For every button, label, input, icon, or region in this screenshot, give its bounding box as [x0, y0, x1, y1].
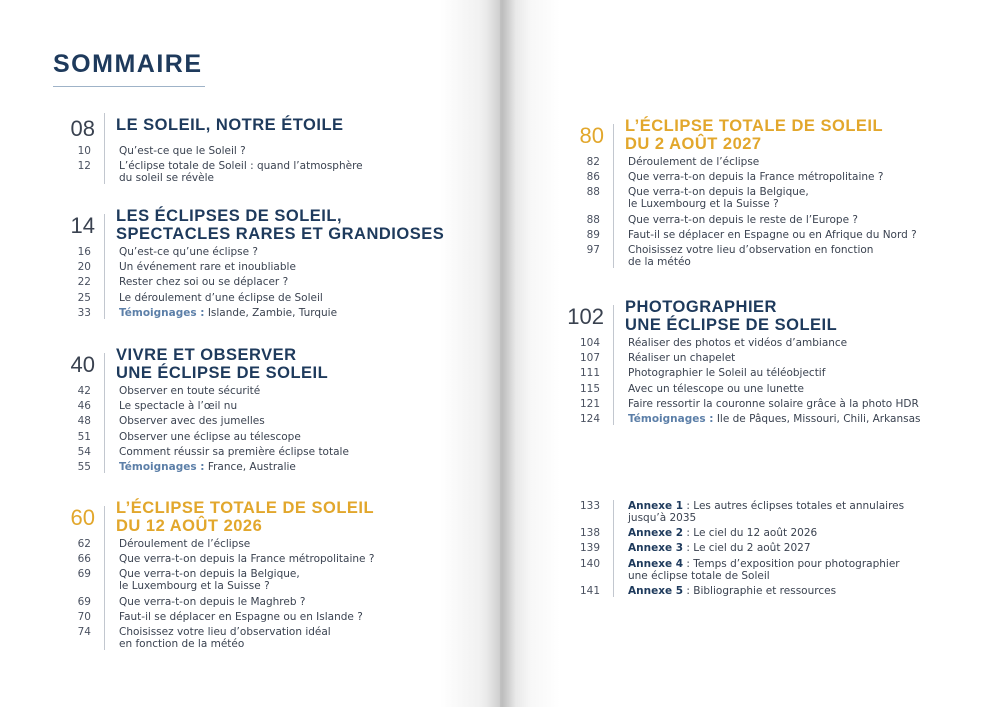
annexes-section: [562, 500, 928, 600]
toc-entry[interactable]: 10 Qu’est-ce que le Soleil ?: [77, 145, 246, 157]
toc-entry[interactable]: 12 L’éclipse totale de Soleil : quand l’atmosphère du soleil se révèle: [77, 160, 363, 185]
toc-entry[interactable]: 70 Faut-il se déplacer en Espagne ou en Islande ?: [77, 610, 363, 623]
section-divider: [104, 113, 105, 184]
toc-section: [562, 117, 928, 271]
annexe-entry[interactable]: 138 Annexe 2 : Le ciel du 12 août 2026: [579, 527, 818, 540]
toc-entry[interactable]: 51 Observer une éclipse au télescope: [77, 430, 301, 443]
toc-section: [53, 499, 419, 653]
toc-section: [53, 116, 419, 187]
toc-section: [562, 298, 928, 428]
toc-section: [53, 346, 419, 476]
toc-entry-testimony[interactable]: 33 Témoignages : Islande, Zambie, Turquie: [77, 306, 338, 319]
section-title: L’ÉCLIPSE TOTALE DE SOLEIL DU 12 AOÛT 2026: [116, 499, 375, 535]
toc-entry[interactable]: 46 Le spectacle à l’œil nu: [77, 400, 238, 413]
title-underline: [53, 86, 205, 87]
section-divider: [104, 214, 105, 319]
toc-entry[interactable]: 42 Observer en toute sécurité: [77, 385, 261, 397]
toc-entry[interactable]: 62 Déroulement de l’éclipse: [77, 538, 251, 550]
toc-section: [53, 207, 444, 322]
annexe-entry[interactable]: 139 Annexe 3 : Le ciel du 2 août 2027: [579, 542, 811, 555]
toc-entry[interactable]: 97 Choisissez votre lieu d’observation en fonction de la météo: [586, 243, 874, 268]
section-number: 102: [567, 304, 604, 329]
section-title: VIVRE ET OBSERVER UNE ÉCLIPSE DE SOLEIL: [116, 346, 329, 382]
annexe-entry[interactable]: 141 Annexe 5 : Bibliographie et ressources: [579, 584, 837, 597]
toc-entry-testimony[interactable]: 124 Témoignages : Ile de Pâques, Missouri, Chili, Arkansas: [579, 412, 921, 425]
page-title: SOMMAIRE: [53, 50, 203, 78]
toc-entry[interactable]: 20 Un événement rare et inoubliable: [77, 261, 296, 274]
toc-entry[interactable]: 66 Que verra-t-on depuis la France métropolitaine ?: [77, 553, 375, 566]
book-gutter: [486, 0, 516, 707]
section-number: 14: [70, 213, 95, 238]
annexe-entry[interactable]: 140 Annexe 4 : Temps d’exposition pour photographier une éclipse totale de Soleil: [579, 557, 900, 582]
toc-entry[interactable]: 22 Rester chez soi ou se déplacer ?: [77, 276, 289, 289]
section-divider: [613, 500, 614, 597]
section-title: L’ÉCLIPSE TOTALE DE SOLEIL DU 2 AOÛT 2027: [625, 117, 884, 153]
toc-entry[interactable]: 69 Que verra-t-on depuis la Belgique, le Luxembourg et la Suisse ?: [77, 568, 300, 593]
toc-entry[interactable]: 69 Que verra-t-on depuis le Maghreb ?: [77, 595, 306, 608]
toc-entry[interactable]: 107 Réaliser un chapelet: [579, 352, 736, 365]
section-title: LES ÉCLIPSES DE SOLEIL, SPECTACLES RARES ET GRANDIOSES: [116, 207, 445, 243]
toc-entry[interactable]: 48 Observer avec des jumelles: [77, 415, 265, 428]
section-divider: [104, 506, 105, 650]
section-title: PHOTOGRAPHIER UNE ÉCLIPSE DE SOLEIL: [625, 298, 838, 334]
toc-entry[interactable]: 54 Comment réussir sa première éclipse totale: [77, 445, 349, 458]
toc-entry[interactable]: 25 Le déroulement d’une éclipse de Soleil: [77, 291, 323, 304]
section-title: LE SOLEIL, NOTRE ÉTOILE: [116, 116, 344, 134]
toc-entry-testimony[interactable]: 55 Témoignages : France, Australie: [77, 460, 296, 473]
section-number: 08: [70, 116, 95, 141]
toc-entry[interactable]: 111 Photographier le Soleil au téléobjectif: [579, 367, 826, 380]
section-number: 80: [579, 123, 604, 148]
toc-entry[interactable]: 16 Qu’est-ce qu’une éclipse ?: [77, 246, 259, 258]
toc-entry[interactable]: 82 Déroulement de l’éclipse: [586, 156, 760, 168]
section-number: 60: [70, 505, 95, 530]
annexe-entry[interactable]: 133 Annexe 1 : Les autres éclipses totales et annulaires jusqu’à 2035: [579, 500, 905, 524]
toc-entry[interactable]: 104 Réaliser des photos et vidéos d’ambiance: [579, 337, 848, 349]
toc-entry[interactable]: 88 Que verra-t-on depuis le reste de l’Europe ?: [586, 213, 858, 226]
section-divider: [104, 353, 105, 473]
section-divider: [613, 124, 614, 268]
toc-entry[interactable]: 74 Choisissez votre lieu d’observation idéal en fonction de la météo: [77, 625, 331, 650]
toc-entry[interactable]: 121 Faire ressortir la couronne solaire grâce à la photo HDR: [579, 397, 919, 410]
section-divider: [613, 305, 614, 425]
toc-entry[interactable]: 88 Que verra-t-on depuis la Belgique, le Luxembourg et la Suisse ?: [586, 186, 809, 211]
toc-entry[interactable]: 115 Avec un télescope ou une lunette: [579, 382, 804, 395]
section-number: 40: [70, 352, 95, 377]
toc-entry[interactable]: 89 Faut-il se déplacer en Espagne ou en Afrique du Nord ?: [586, 228, 917, 241]
toc-entry[interactable]: 86 Que verra-t-on depuis la France métropolitaine ?: [586, 171, 884, 184]
